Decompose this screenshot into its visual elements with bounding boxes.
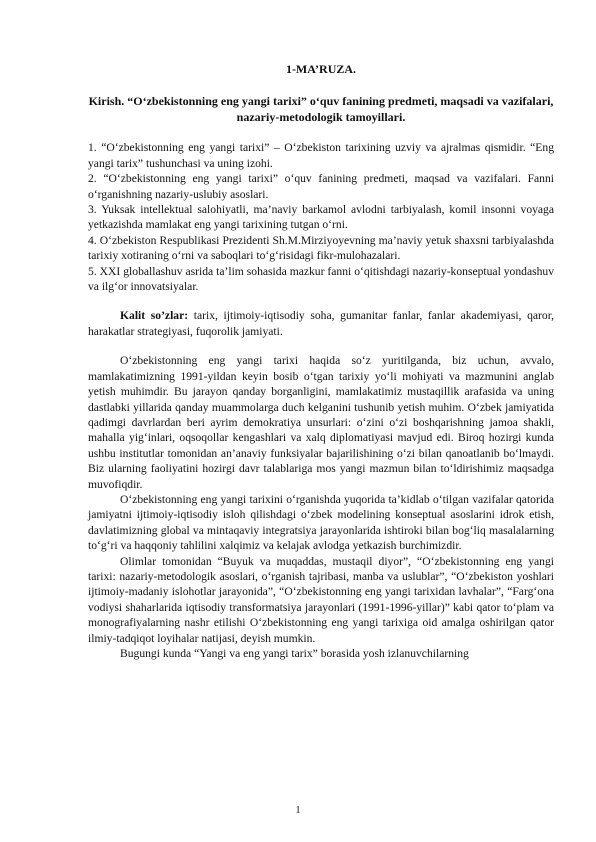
body-paragraph-2: O‘zbekistonning eng yangi tarixini o‘rganishda yuqorida ta’kidlab o‘tilgan vazifalar qatorida jamiyatni ijtimoiy-iqtisodiy isloh qilishdagi o‘zbek modelining konseptual asoslarini idrok etish, davlatimizning global va mintaqaviy integratsiya jarayonlarida ishtiroki bilan bog‘liq masalalarning to‘g‘ri va haqqoniy tahlilini xalqimiz va kelajak avlodga yetkazish burchimizdir. <box>88 492 554 553</box>
keywords-text: tarix, ijtimoiy-iqtisodiy soha, gumanitar fanlar, fanlar akademiyasi, qaror, harakatlar strategiyasi, fuqorolik jamiyati. <box>88 309 554 338</box>
keywords-label: Kalit so’zlar: <box>120 309 189 323</box>
plan-item-4: 4. O‘zbekiston Respublikasi Prezidenti Sh.M.Mirziyoyevning ma’naviy yetuk shaxsni tarbiyalashda tarixiy xotiraning o‘rni va saboqlari to‘g‘risidagi fikr-mulohazalari. <box>88 233 554 263</box>
body-paragraph-4: Bugungi kunda “Yangi va eng yangi tarix” borasida yosh izlanuvchilarning <box>120 647 469 660</box>
body-paragraph-3: Olimlar tomonidan “Buyuk va muqaddas, mustaqil diyor”, “O‘zbekistonning eng yangi tarixi: nazariy-metodologik asoslari, o‘rganish tajribasi, manba va uslublar”, “O‘zbekiston yoshlari ijtimoiy-madaniy islohotlar jarayonida”, “O‘zbekistonning eng yangi tarixidan lavhalar”, “Farg‘ona vodiysi shaharlarida iqtisodiy transformatsiya jarayonlari (1991-1996-yillar)” kabi qator to‘plam va monografiyalarning nashr etilishi O‘zbekistonning eng yangi tarixiga oid amalga oshirilgan qator ilmiy-tadqiqot loyihalar natijasi, deyish mumkin. <box>88 554 554 645</box>
lecture-subtitle: Kirish. “O‘zbekistonning eng yangi tarixi” o‘quv fanining predmeti, maqsadi va vazifalari, nazariy-metodologik tamoyillari. <box>88 94 554 125</box>
lecture-title: 1-MA’RUZA. <box>285 62 357 76</box>
keywords-paragraph <box>88 308 554 339</box>
plan-item-1: 1. “O‘zbekistonning eng yangi tarixi” – O‘zbekiston tarixining uzviy va ajralmas qismidir. “Eng yangi tarix” tushunchasi va uning izohi. <box>88 141 554 170</box>
page-number: 1 <box>295 805 301 816</box>
plan-item-5: 5. XXI globallashuv asrida ta’lim sohasida mazkur fanni o‘qitishdagi nazariy-konseptual yondashuv va ilg‘or innovatsiyalar. <box>88 264 554 294</box>
plan-item-3: 3. Yuksak intellektual salohiyatli, ma’naviy barkamol avlodni tarbiyalash, komil insonni voyaga yetkazishda mamlakat eng yangi tarixining tutgan o‘rni. <box>88 203 554 232</box>
page-content <box>88 62 554 661</box>
body-paragraph-1: O‘zbekistonning eng yangi tarixi haqida so‘z yuritilganda, biz uchun, avvalo, mamlakatimizning 1991-yildan keyin bosib o‘tgan tarixiy yo‘li mohiyati va mazmunini anglab yetish muhimdir. Bu jarayon qanday borganligini, mamlakatimiz mustaqillik arafasida va uning dastlabki yillarida qanday muammolarga duch kelganini tushunib yetish muhim. O‘zbek jamiyatida qadimgi davrlardan beri ayrim demokratiya unsurlari: o‘zini o‘zi boshqarishning jamoa shakli, mahalla yig‘inlari, oqsoqollar kengashlari va xalq diplomatiyasi mavjud edi. Biroq hozirgi kunda ushbu institutlar tomonidan an’anaviy funksiyalar bajarilishining o‘zi bilan qanoatlanib bo‘lmaydi. Biz ularning faoliyatini hozirgi davr talablariga mos yangi mazmun bilan to‘ldirishimiz maqsadga muvofiqdir. <box>88 354 554 491</box>
lecture-plan <box>88 140 554 294</box>
plan-item-2: 2. “O‘zbekistonning eng yangi tarixi” o‘quv fanining predmeti, maqsad va vazifalari. Fanni o‘rganishning nazariy-uslubiy asoslari. <box>88 172 554 201</box>
